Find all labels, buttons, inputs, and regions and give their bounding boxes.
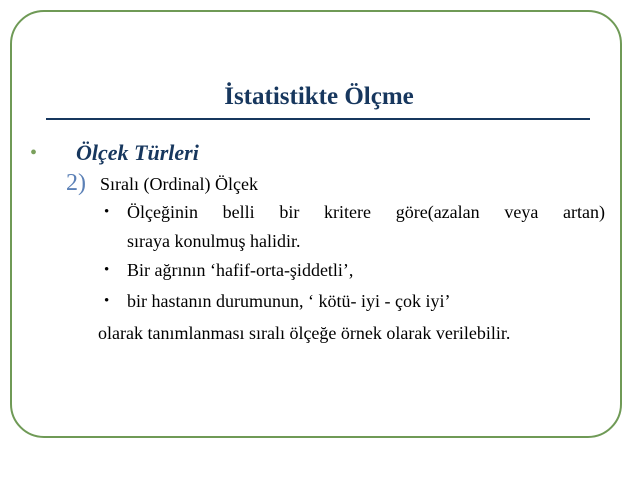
item-number: 2) (66, 170, 86, 196)
bullet-text-line: bir hastanın durumunun, ‘ kötü- iyi - çok iyi’ (127, 291, 451, 311)
closing-sentence: olarak tanımlanması sıralı ölçeğe örnek olarak verilebilir. (98, 323, 511, 343)
bullet-dot: • (104, 262, 110, 278)
bullet-text-line: Bir ağrının ‘hafif-orta-şiddetli’, (127, 260, 354, 280)
slide-title: İstatistikte Ölçme (224, 83, 414, 110)
level1-bullet: • (30, 142, 38, 164)
bullet-text-line: sıraya konulmuş halidir. (127, 231, 301, 251)
item-heading: Sıralı (Ordinal) Ölçek (100, 174, 258, 194)
level1-heading: Ölçek Türleri (76, 140, 199, 165)
bullet-dot: • (104, 293, 110, 309)
bullet-dot: • (104, 204, 110, 220)
bullet-text-line: Ölçeğinin belli bir kritere göre(azalan veya artan) (127, 202, 605, 222)
title-underline (46, 118, 590, 120)
